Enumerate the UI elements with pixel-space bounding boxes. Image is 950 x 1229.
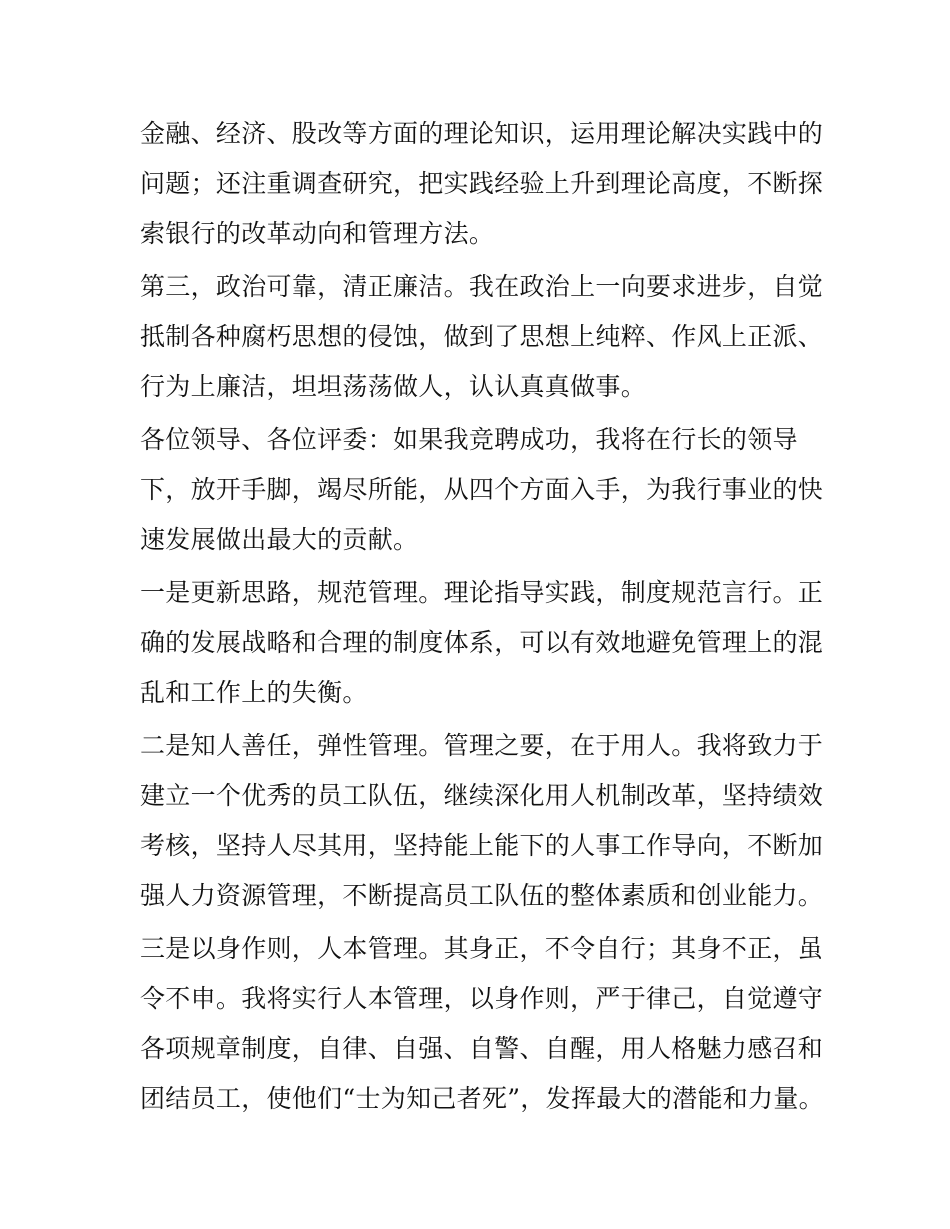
text-line: 强人力资源管理，不断提高员工队伍的整体素质和创业能力。	[140, 881, 824, 910]
text-line: 建立一个优秀的员工队伍，继续深化用人机制改革，坚持绩效	[140, 781, 824, 810]
paragraph-1	[140, 109, 824, 259]
text-line: 令不申。我将实行人本管理，以身作则，严于律己，自觉遵守	[140, 984, 824, 1013]
text-line: 确的发展战略和合理的制度体系，可以有效地避免管理上的混	[140, 628, 824, 657]
text-line: 金融、经济、股改等方面的理论知识，运用理论解决实践中的	[140, 119, 824, 148]
paragraph-5	[140, 721, 824, 921]
text-line: 速发展做出最大的贡献。	[140, 525, 419, 554]
text-line: 三是以身作则，人本管理。其身正，不令自行；其身不正，虽	[140, 934, 824, 963]
paragraph-2	[140, 262, 824, 412]
paragraph-3	[140, 415, 824, 565]
text-line: 各位领导、各位评委：如果我竞聘成功，我将在行长的领导	[140, 425, 798, 454]
text-line: 团结员工，使他们“士为知己者死”，发挥最大的潜能和力量。	[140, 1084, 824, 1113]
document-body	[140, 109, 824, 1124]
text-line: 各项规章制度，自律、自强、自警、自醒，用人格魅力感召和	[140, 1034, 824, 1063]
paragraph-6	[140, 924, 824, 1124]
text-line: 下，放开手脚，竭尽所能，从四个方面入手，为我行事业的快	[140, 475, 824, 504]
text-line: 行为上廉洁，坦坦荡荡做人，认认真真做事。	[140, 372, 647, 401]
text-line: 二是知人善任，弹性管理。管理之要，在于用人。我将致力于	[140, 731, 824, 760]
text-line: 问题；还注重调查研究，把实践经验上升到理论高度，不断探	[140, 169, 824, 198]
paragraph-4	[140, 568, 824, 718]
text-line: 索银行的改革动向和管理方法。	[140, 219, 495, 248]
text-line: 乱和工作上的失衡。	[140, 678, 368, 707]
text-line: 一是更新思路，规范管理。理论指导实践，制度规范言行。正	[140, 578, 824, 607]
text-line: 抵制各种腐朽思想的侵蚀，做到了思想上纯粹、作风上正派、	[140, 322, 824, 351]
text-line: 第三，政治可靠，清正廉洁。我在政治上一向要求进步，自觉	[140, 272, 824, 301]
text-line: 考核，坚持人尽其用，坚持能上能下的人事工作导向，不断加	[140, 831, 824, 860]
